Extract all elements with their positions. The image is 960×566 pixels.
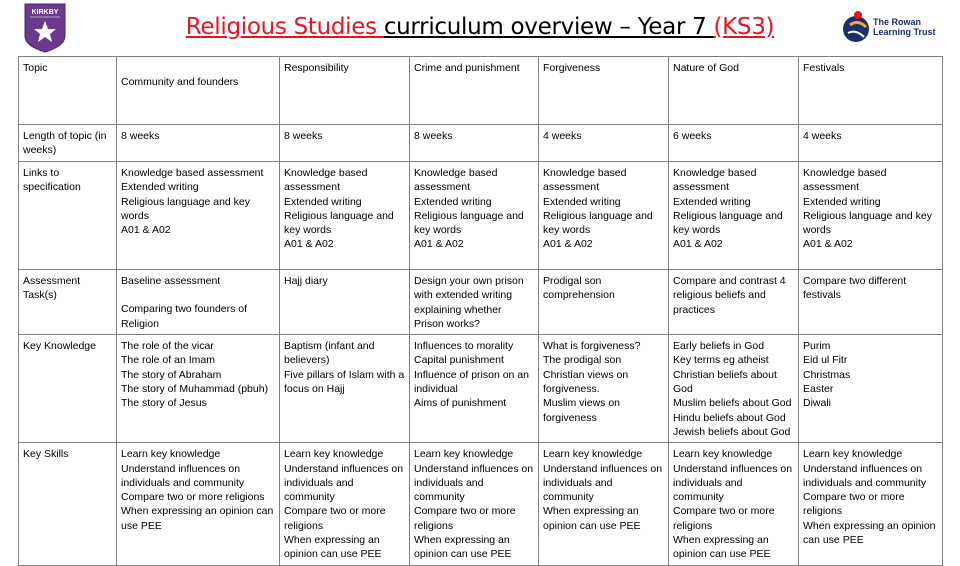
cell-text: Compare two different festivals — [803, 275, 907, 302]
table-cell — [669, 335, 799, 443]
page-title — [0, 12, 960, 42]
cell-text: Learn key knowledge Understand influences on individuals and community Compare two or more religions When expressing an opinion can use PEE — [803, 448, 936, 547]
table-cell — [539, 125, 669, 162]
cell-text: Learn key knowledge Understand influences on individuals and community Compare two or more religions When expressing an opinion can use PEE — [673, 448, 793, 561]
title-overview: curriculum overview – Year 7 — [383, 14, 714, 40]
table-cell — [117, 125, 280, 162]
table-cell — [539, 335, 669, 443]
table-cell — [669, 57, 799, 125]
row-label-text: Topic — [23, 62, 48, 74]
table-cell — [799, 57, 943, 125]
table-cell — [799, 335, 943, 443]
cell-spacer — [121, 288, 275, 302]
cell-text: Knowledge based assessment Extended writing Religious language and key words A01 & A02 — [803, 167, 933, 251]
row-label — [19, 57, 117, 125]
table-row — [19, 443, 943, 565]
cell-text: 8 weeks — [414, 130, 453, 142]
table-cell — [280, 162, 410, 270]
table-cell — [117, 270, 280, 335]
table-cell — [799, 443, 943, 565]
cell-text: Prodigal son comprehension — [543, 275, 615, 302]
table-row — [19, 335, 943, 443]
table-row — [19, 57, 943, 125]
row-label-text: Key Skills — [23, 448, 69, 461]
cell-text: Learn key knowledge Understand influences on individuals and community Compare two or more religions When expressing an opinion can use PEE — [414, 448, 534, 561]
cell-text: Festivals — [803, 62, 845, 74]
title-subject: Religious Studies — [185, 14, 384, 40]
cell-text: 8 weeks — [284, 130, 323, 142]
table-cell — [410, 57, 539, 125]
row-label — [19, 443, 117, 565]
table-cell — [117, 162, 280, 270]
table-cell — [799, 270, 943, 335]
cell-text: Nature of God — [673, 62, 739, 74]
row-label-text: Assessment Task(s) — [23, 275, 81, 302]
table-cell — [280, 270, 410, 335]
table-cell — [280, 57, 410, 125]
table-cell — [799, 125, 943, 162]
table-cell — [539, 162, 669, 270]
table-cell — [539, 270, 669, 335]
cell-text: Learn key knowledge Understand influences on individuals and community Compare two or more religions When expressing an opinion can use PEE — [284, 448, 404, 561]
trust-name-line1: The Rowan — [873, 17, 922, 27]
row-label-text: Length of topic (in weeks) — [23, 130, 107, 157]
trust-emblem-icon — [843, 16, 869, 42]
row-label — [19, 125, 117, 162]
row-label — [19, 162, 117, 270]
cell-text: 6 weeks — [673, 130, 712, 142]
cell-text: Baptism (infant and believers) Five pillars of Islam with a focus on Hajj — [284, 340, 405, 396]
row-label — [19, 335, 117, 443]
table-cell — [669, 443, 799, 565]
cell-text: Purim Eid ul Fitr Christmas Easter Diwali — [803, 340, 851, 410]
cell-text: Early beliefs in God Key terms eg atheist Christian beliefs about God Muslim beliefs about God Hindu beliefs about God Jewish beliefs about God — [673, 340, 792, 438]
cell-text: Design your own prison with extended writing explaining whether Prison works? — [414, 275, 524, 330]
cell-text: Hajj diary — [284, 275, 328, 287]
cell-text: Learn key knowledge Understand influences on individuals and community When expressing an opinion can use PEE — [543, 448, 663, 532]
table-row — [19, 270, 943, 335]
cell-text: 4 weeks — [803, 130, 842, 142]
table-cell — [539, 443, 669, 565]
table-cell — [669, 162, 799, 270]
cell-text-secondary: Comparing two founders of Religion — [121, 303, 248, 330]
cell-text: The role of the vicar The role of an Imam The story of Abraham The story of Muhammad (pbuh) The story of Jesus — [121, 340, 269, 410]
table-cell — [280, 125, 410, 162]
cell-text: Knowledge based assessment Extended writing Religious language and key words A01 & A02 — [121, 167, 264, 237]
cell-text: Crime and punishment — [414, 62, 520, 74]
table-cell — [410, 443, 539, 565]
cell-text: Learn key knowledge Understand influences on individuals and community Compare two or more religions When expressing an opinion can use PEE — [121, 448, 274, 532]
table-cell — [280, 335, 410, 443]
table-cell — [669, 125, 799, 162]
table-cell — [117, 335, 280, 443]
cell-text: Knowledge based assessment Extended writing Religious language and key words A01 & A02 — [414, 167, 524, 251]
cell-text: 4 weeks — [543, 130, 582, 142]
cell-text: Knowledge based assessment Extended writing Religious language and key words A01 & A02 — [673, 167, 783, 251]
cell-text: Forgiveness — [543, 62, 601, 74]
cell-text: Knowledge based assessment Extended writing Religious language and key words A01 & A02 — [543, 167, 653, 251]
cell-text-secondary: Community and founders — [121, 76, 239, 88]
row-label — [19, 270, 117, 335]
table-cell — [539, 57, 669, 125]
table-cell — [669, 270, 799, 335]
cell-text: Compare and contrast 4 religious beliefs and practices — [673, 275, 786, 316]
curriculum-table — [18, 56, 943, 566]
table-cell — [117, 443, 280, 565]
table-cell — [410, 335, 539, 443]
cell-spacer — [121, 61, 275, 75]
cell-text: Influences to morality Capital punishment Influence of prison on an individual Aims of punishment — [414, 340, 529, 410]
table-cell — [410, 162, 539, 270]
trust-name — [873, 17, 936, 37]
title-stage: (KS3) — [713, 14, 775, 40]
table-cell — [117, 57, 280, 125]
table-cell — [410, 270, 539, 335]
cell-text: What is forgiveness? The prodigal son Christian views on forgiveness. Muslim views on forgiveness — [543, 340, 641, 424]
row-label-text: Key Knowledge — [23, 340, 96, 353]
school-logo-text: KIRKBY — [31, 9, 59, 16]
cell-text-primary: Baseline assessment — [121, 275, 221, 287]
row-label-text: Links to specification — [23, 167, 81, 194]
table-cell — [799, 162, 943, 270]
table-row — [19, 162, 943, 270]
cell-text: Knowledge based assessment Extended writing Religious language and key words A01 & A02 — [284, 167, 394, 251]
cell-text: Responsibility — [284, 62, 349, 74]
cell-text: 8 weeks — [121, 130, 160, 142]
table-cell — [280, 443, 410, 565]
table-cell — [410, 125, 539, 162]
table-row — [19, 125, 943, 162]
trust-name-line2: Learning Trust — [873, 27, 936, 37]
